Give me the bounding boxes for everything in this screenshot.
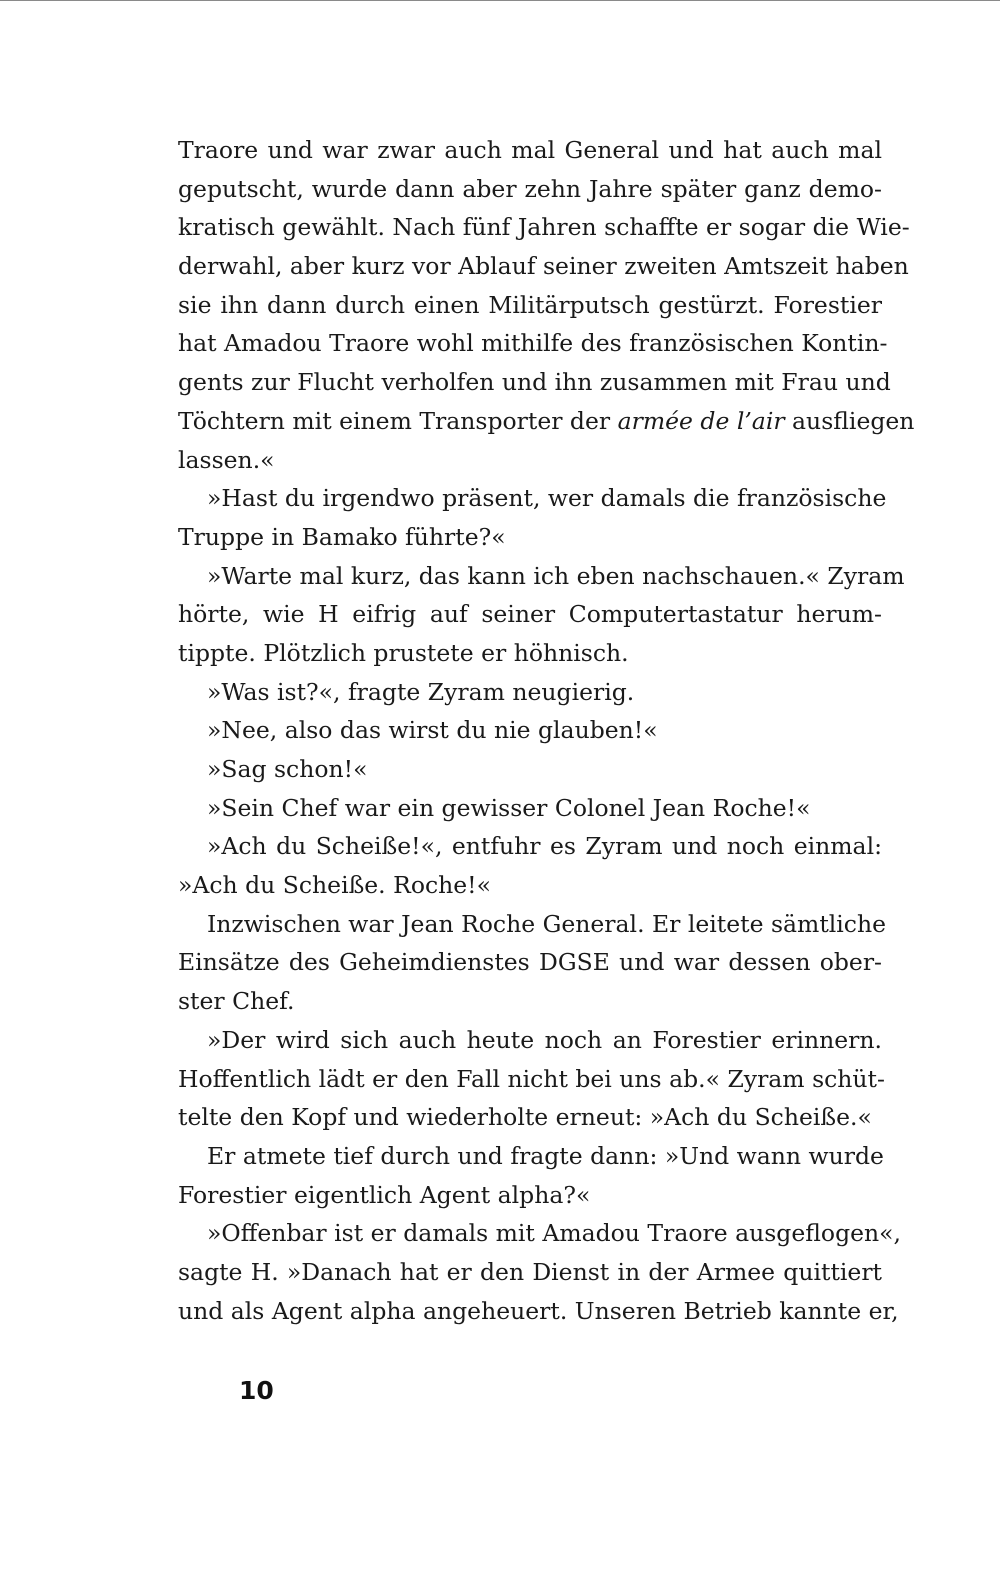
- text-line: lassen.«: [178, 445, 275, 474]
- text-line: Hoffentlich lädt er den Fall nicht bei uns ab.« Zyram schüt-: [178, 1064, 885, 1093]
- text-line: sie ihn dann durch einen Militärputsch gestürzt. Forestier: [178, 290, 882, 319]
- text-line: »Sein Chef war ein gewisser Colonel Jean Roche!«: [207, 793, 811, 822]
- text-line: »Sag schon!«: [207, 755, 368, 783]
- body-text: [178, 131, 915, 1330]
- text-line: »Warte mal kurz, das kann ich eben nachschauen.« Zyram: [207, 561, 905, 590]
- text-line: geputscht, wurde dann aber zehn Jahre später ganz demo-: [178, 174, 882, 203]
- text-line: derwahl, aber kurz vor Ablauf seiner zweiten Amtszeit haben: [178, 252, 909, 281]
- text-line: »Ach du Scheiße. Roche!«: [178, 871, 491, 900]
- text-segment: ausfliegen: [784, 406, 915, 435]
- text-line: Traore und war zwar auch mal General und hat auch mal: [178, 136, 882, 164]
- text-line: telte den Kopf und wiederholte erneut: »Ach du Scheiße.«: [178, 1103, 872, 1132]
- text-line: »Hast du irgendwo präsent, wer damals die französische: [207, 484, 887, 513]
- text-line: Truppe in Bamako führte?«: [178, 522, 506, 551]
- text-line: sagte H. »Danach hat er den Dienst in der Armee quittiert: [178, 1257, 882, 1286]
- text-line: »Nee, also das wirst du nie glauben!«: [207, 716, 658, 745]
- text-line: Forestier eigentlich Agent alpha?«: [178, 1180, 591, 1209]
- page-number: 10: [239, 1376, 274, 1405]
- italic-phrase: armée de l’air: [617, 406, 785, 435]
- text-line: gents zur Flucht verholfen und ihn zusammen mit Frau und: [178, 368, 891, 397]
- text-segment: Töchtern mit einem Transporter der: [178, 406, 618, 435]
- text-line: tippte. Plötzlich prustete er höhnisch.: [178, 638, 629, 667]
- text-line: und als Agent alpha angeheuert. Unseren Betrieb kannte er,: [178, 1296, 899, 1325]
- text-line: kratisch gewählt. Nach fünf Jahren schaffte er sogar die Wie-: [178, 213, 910, 242]
- top-rule: [0, 0, 1000, 1]
- text-line: hat Amadou Traore wohl mithilfe des französischen Kontin-: [178, 329, 888, 358]
- text-line: Einsätze des Geheimdienstes DGSE und war dessen ober-: [178, 948, 882, 977]
- text-line: Er atmete tief durch und fragte dann: »Und wann wurde: [207, 1141, 884, 1170]
- text-line: [178, 402, 915, 441]
- text-line: »Der wird sich auch heute noch an Forestier erinnern.: [207, 1025, 882, 1054]
- text-line: hörte, wie H eifrig auf seiner Computertastatur herum-: [178, 600, 882, 629]
- text-line: »Was ist?«, fragte Zyram neugierig.: [207, 677, 635, 706]
- text-line: »Offenbar ist er damals mit Amadou Traore ausgeflogen«,: [207, 1219, 901, 1248]
- text-line: Inzwischen war Jean Roche General. Er leitete sämtliche: [207, 909, 887, 938]
- text-line: ster Chef.: [178, 987, 295, 1016]
- text-line: »Ach du Scheiße!«, entfuhr es Zyram und noch einmal:: [207, 832, 882, 861]
